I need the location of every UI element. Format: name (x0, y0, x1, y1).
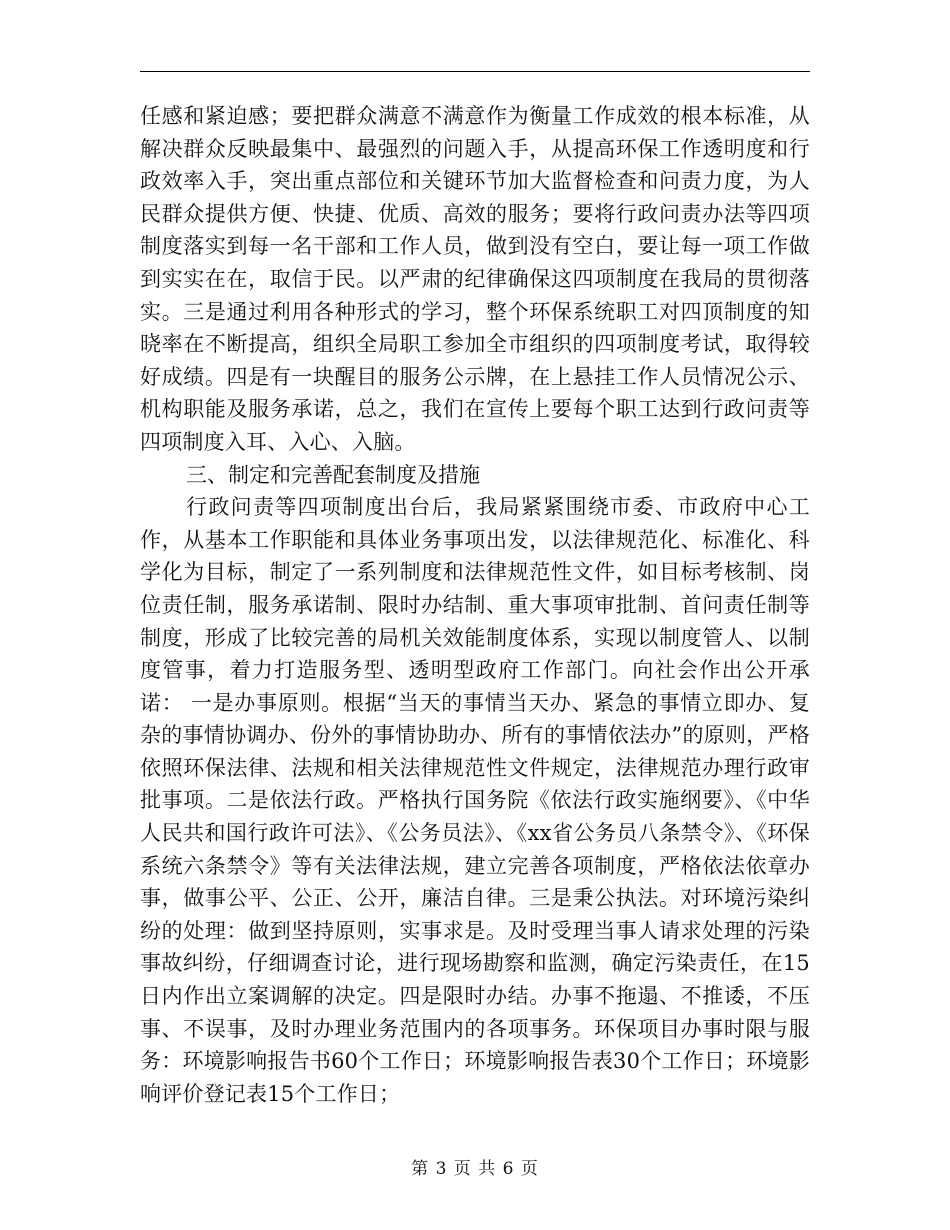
paragraph-body: 行政问责等四项制度出台后，我局紧紧围绕市委、市政府中心工作，从基本工作职能和具体业务事项出发，以法律规范化、标准化、科学化为目标，制定了一系列制度和法律规范性文件，如目标考核制、岗位责任制，服务承诺制、限时办结制、重大事项审批制、首问责任制等制度，形成了比较完善的局机关效能制度体系，实现以制度管人、以制度管事，着力打造服务型、透明型政府工作部门。向社会作出公开承诺： 一是办事原则。根据“当天的事情当天办、紧急的事情立即办、复杂的事情协调办、份外的事情协助办、所有的事情依法办”的原则，严格依照环保法律、法规和相关法律规范性文件规定，法律规范办理行政审批事项。二是依法行政。严格执行国务院《依法行政实施纲要》、《中华人民共和国行政许可法》、《公务员法》、《xx省公务员八条禁令》、《环保系统六条禁令》等有关法律法规，建立完善各项制度，严格依法依章办事，做事公平、公正、公开，廉洁自律。三是秉公执法。对环境污染纠纷的处理：做到坚持原则，实事求是。及时受理当事人请求处理的污染事故纠纷，仔细调查讨论，进行现场勘察和监测，确定污染责任，在15日内作出立案调解的决定。四是限时办结。办事不拖遢、不推诿，不压事、不误事，及时办理业务范围内的各项事务。环保项目办事时限与服务：环境影响报告书60个工作日；环境影响报告表30个工作日；环境影响评价登记表15个工作日； (140, 495, 810, 1106)
header-rule (140, 71, 810, 72)
page-footer: 第 3 页 共 6 页 (411, 1159, 539, 1179)
section-heading: 三、制定和完善配套制度及措施 (186, 462, 480, 487)
document-body (140, 100, 810, 1110)
paragraph-continuation: 任感和紧迫感；要把群众满意不满意作为衡量工作成效的根本标准，从解决群众反映最集中、最强烈的问题入手，从提高环保工作透明度和行政效率入手，突出重点部位和关键环节加大监督检查和问责力度，为人民群众提供方便、快捷、优质、高效的服务；要将行政问责办法等四项制度落实到每一名干部和工作人员，做到没有空白，要让每一项工作做到实实在在，取信于民。以严肃的纪律确保这四项制度在我局的贯彻落实。三是通过利用各种形式的学习，整个环保系统职工对四顶制度的知晓率在不断提高，组织全局职工参加全市组织的四项制度考试，取得较好成绩。四是有一块醒目的服务公示牌，在上悬挂工作人员情况公示、机构职能及服务承诺，总之，我们在宣传上要每个职工达到行政问责等四项制度入耳、入心、入脑。 (140, 104, 810, 454)
